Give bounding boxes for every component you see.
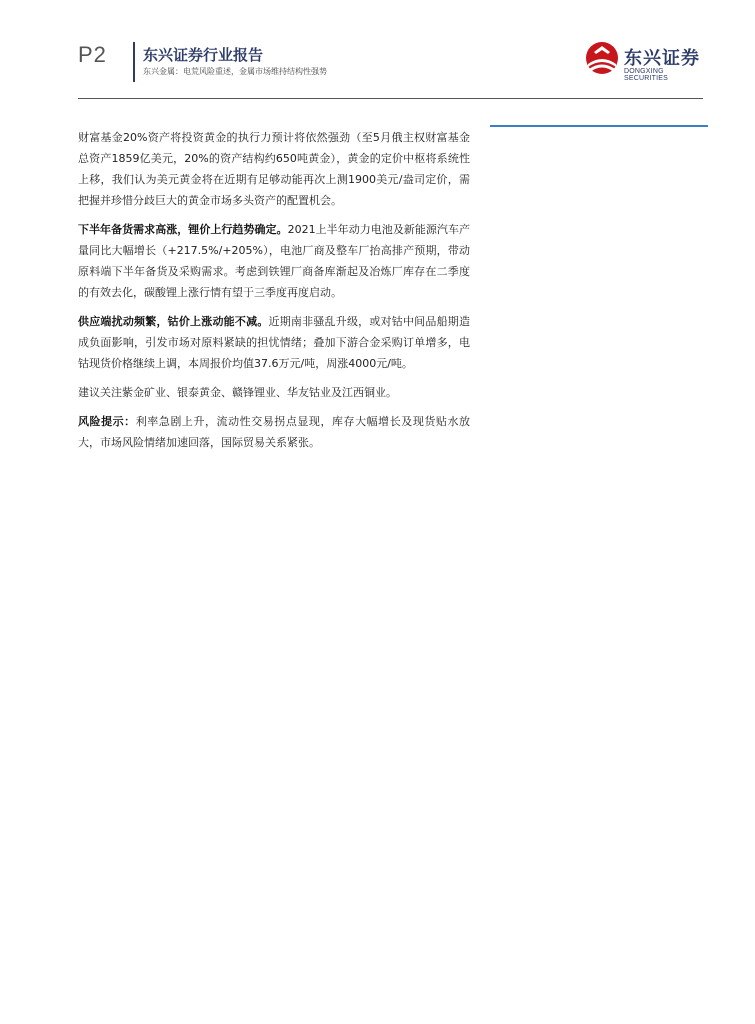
paragraph-gold: 财富基金20%资产将投资黄金的执行力预计将依然强劲（至5月俄主权财富基金总资产1859亿美元，20%的资产结构约650吨黄金），黄金的定价中枢将系统性上移，我们认为美元黄金将在近期有足够动能再次上测1900美元/盎司定价，需把握并珍惜分歧巨大的黄金市场多头资产的配置机会。 <box>78 131 470 207</box>
paragraph-lithium-text: 2021上半年动力电池及新能源汽车产量同比大幅增长（+217.5%/+205%），电池厂商及整车厂抬高排产预期，带动原料端下半年备货及采购需求。考虑到铁锂厂商备库渐起及冶炼厂库存在二季度的有效去化，碳酸锂上涨行情有望于三季度再度启动。 <box>78 223 470 299</box>
company-logo <box>584 40 708 84</box>
logo-text-cn: 东兴证券 <box>624 48 700 69</box>
report-body <box>78 127 470 461</box>
page-number: P2 <box>78 42 107 67</box>
sidebar-rule <box>490 125 708 127</box>
paragraph-cobalt <box>78 311 470 374</box>
risk-text: 利率急剧上升，流动性交易拐点显现，库存大幅增长及现货贴水放大，市场风险情绪加速回落，国际贸易关系紧张。 <box>78 415 471 449</box>
logo-emblem-icon <box>584 40 620 80</box>
paragraph-cobalt-heading: 供应端扰动频繁，钴价上涨动能不减。 <box>78 315 269 328</box>
risk-heading: 风险提示： <box>78 415 136 428</box>
paragraph-cobalt-text: 近期南非骚乱升级，或对钴中间品船期造成负面影响，引发市场对原料紧缺的担忧情绪；叠加下游合金采购订单增多，电钴现货价格继续上调，本周报价均值37.6万元/吨，周涨4000元/吨。 <box>78 315 470 370</box>
logo-text-en: DONGXING SECURITIES <box>624 68 669 82</box>
paragraph-risk <box>78 411 470 453</box>
header-rule <box>78 98 703 99</box>
report-title: 东兴证券行业报告 <box>143 46 264 64</box>
paragraph-recommendation: 建议关注紫金矿业、银泰黄金、赣锋锂业、华友钴业及江西铜业。 <box>78 386 397 399</box>
paragraph-lithium-heading: 下半年备货需求高涨，锂价上行趋势确定。 <box>78 223 288 236</box>
paragraph-lithium <box>78 219 470 303</box>
header-divider <box>133 42 135 82</box>
report-subtitle: 东兴金属：电荒风险重述，金属市场维持结构性强势 <box>143 67 327 76</box>
